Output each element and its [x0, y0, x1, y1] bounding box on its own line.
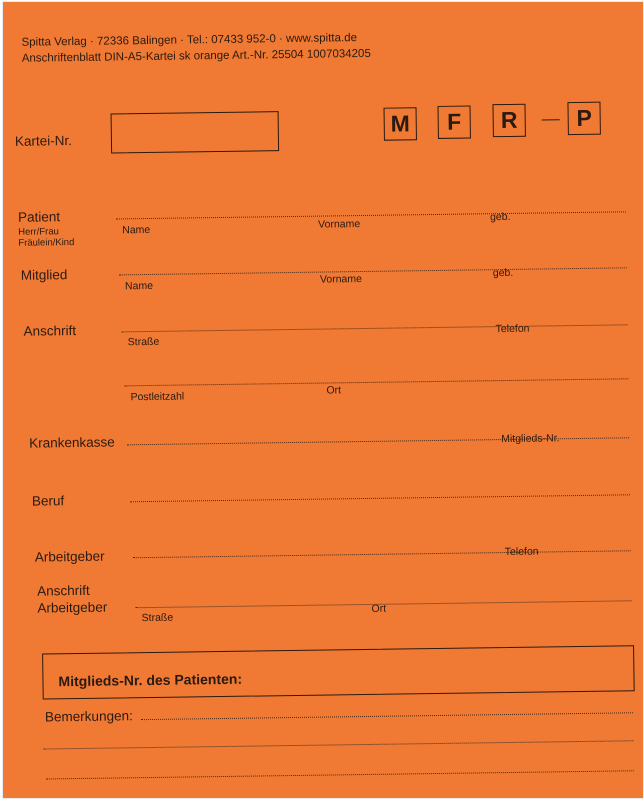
- mitglied-vorname-caption: Vorname: [319, 273, 363, 286]
- anschrift-strasse-line[interactable]: [122, 324, 628, 332]
- patient-title-sub1: Herr/Frau: [18, 226, 59, 238]
- bemerkungen-line-3[interactable]: [46, 770, 634, 779]
- anschrift-plz-line[interactable]: [124, 378, 628, 386]
- code-box-f[interactable]: F: [437, 105, 470, 138]
- patient-geb-caption: geb.: [489, 210, 511, 224]
- mitglied-name-caption: Name: [124, 279, 154, 293]
- anschrift-plz-caption: Postleitzahl: [130, 390, 185, 404]
- code-dash: [542, 119, 560, 120]
- card-content: [3, 0, 644, 802]
- patient-title-sub2: Fräulein/Kind: [18, 237, 75, 249]
- mitglied-line[interactable]: [119, 267, 627, 275]
- article-line: Anschriftenblatt DIN-A5-Kartei sk orange Art.-Nr. 25504 1007034205: [21, 47, 371, 65]
- code-box-r[interactable]: R: [492, 104, 525, 137]
- anschrift-ort-caption: Ort: [326, 384, 342, 397]
- index-card: [3, 2, 643, 798]
- arbeitgeber-line[interactable]: [133, 550, 631, 558]
- anschrift-arbeitgeber-strasse-caption: Straße: [141, 611, 174, 625]
- mitglied-label: Mitglied: [20, 267, 68, 283]
- beruf-label: Beruf: [31, 493, 65, 509]
- patient-line[interactable]: [116, 211, 626, 219]
- anschrift-strasse-caption: Straße: [127, 335, 160, 349]
- anschrift-arbeitgeber-label-2: Arbeitgeber: [37, 599, 108, 616]
- krankenkasse-label: Krankenkasse: [29, 434, 115, 451]
- patient-name-caption: Name: [122, 223, 151, 237]
- mitglied-geb-caption: geb.: [492, 266, 514, 280]
- patient-label: Patient: [17, 209, 61, 225]
- arbeitgeber-label: Arbeitgeber: [34, 548, 105, 565]
- kartei-nr-label: Kartei-Nr.: [14, 133, 73, 149]
- code-box-m[interactable]: M: [384, 107, 417, 140]
- arbeitgeber-telefon-caption: Telefon: [504, 545, 539, 559]
- kartei-nr-field[interactable]: [111, 111, 280, 153]
- bemerkungen-label: Bemerkungen:: [44, 708, 133, 725]
- publisher-line: Spitta Verlag · 72336 Balingen · Tel.: 07433 952-0 · www.spitta.de: [21, 32, 358, 49]
- bemerkungen-line-2[interactable]: [43, 740, 633, 749]
- anschrift-telefon-caption: Telefon: [495, 322, 530, 336]
- anschrift-label: Anschrift: [23, 323, 77, 339]
- mitglieds-nr-box-label: Mitglieds-Nr. des Patienten:: [58, 670, 243, 690]
- anschrift-arbeitgeber-ort-caption: Ort: [371, 602, 387, 615]
- patient-vorname-caption: Vorname: [318, 218, 361, 231]
- bemerkungen-line-1[interactable]: [141, 712, 633, 720]
- anschrift-arbeitgeber-label-1: Anschrift: [37, 582, 90, 599]
- beruf-line[interactable]: [130, 494, 630, 502]
- code-box-p[interactable]: P: [567, 102, 600, 135]
- mitglieds-nr-caption: Mitglieds-Nr.: [501, 432, 560, 446]
